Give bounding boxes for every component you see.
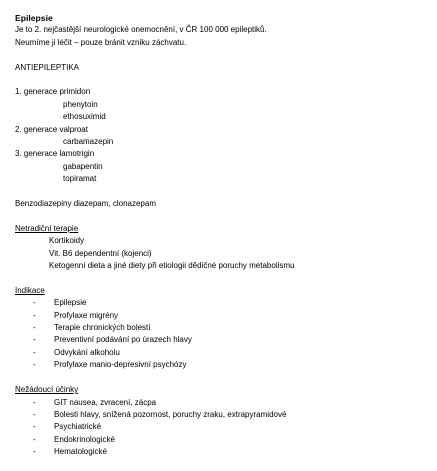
list-item-text: Endokrinologické	[54, 434, 115, 444]
generation-3-label: 3. generace lamotrigin	[15, 149, 95, 159]
doc-title: Epilepsie	[15, 13, 53, 23]
dash-bullet: -	[33, 347, 36, 357]
list-item-text: Psychiatrické	[54, 422, 102, 432]
list-item	[15, 334, 430, 346]
antiepileptika-heading: ANTIEPILEPTIKA	[15, 62, 80, 72]
list-item-text: Bolesti hlavy, snížená pozornost, poruchy zraku, extrapyramidové	[54, 409, 287, 419]
side-effects-heading: Nežádoucí účinky	[15, 385, 79, 395]
nontraditional-item: Ketogenní dieta a jiné diety při etiologii dědičné poruchy metabolismu	[49, 261, 295, 271]
list-item	[15, 322, 430, 334]
nontraditional-item: Vit. B6 dependentní (kojenci)	[49, 248, 152, 258]
list-item-text: Preventivní podávání po úrazech hlavy	[54, 335, 192, 345]
dash-bullet: -	[33, 434, 36, 444]
dash-bullet: -	[33, 323, 36, 333]
generation-3-drug: topiramat	[63, 174, 97, 184]
list-item-text: Terapie chronických bolestí	[54, 323, 151, 333]
list-item	[15, 421, 430, 433]
spacer	[15, 186, 430, 198]
benzodiazepines-line: Benzodiazepiny diazepam, clonazepam	[15, 199, 156, 209]
generation-1-label: 1. generace primidon	[15, 87, 91, 97]
list-item	[15, 397, 430, 409]
dash-bullet: -	[33, 335, 36, 345]
generation-1-drug: phenytoin	[63, 99, 98, 109]
document-page	[15, 12, 430, 459]
generation-2-label: 2. generace valproat	[15, 124, 88, 134]
list-item	[15, 347, 430, 359]
nontraditional-item: Kortikoidy	[49, 236, 85, 246]
spacer	[15, 210, 430, 222]
generation-3-drug: gabapentin	[63, 161, 103, 171]
dash-bullet: -	[33, 447, 36, 457]
spacer	[15, 49, 430, 61]
spacer	[15, 372, 430, 384]
dash-bullet: -	[33, 310, 36, 320]
dash-bullet: -	[33, 409, 36, 419]
list-item	[15, 310, 430, 322]
dash-bullet: -	[33, 360, 36, 370]
list-item	[15, 446, 430, 458]
list-item-text: GIT nausea, zvracení, zácpa	[54, 397, 157, 407]
spacer	[15, 272, 430, 284]
dash-bullet: -	[33, 422, 36, 432]
intro-line-1: Je to 2. nejčastější neurologické onemocnění, v ČR 100 000 epileptiků.	[15, 25, 267, 35]
list-item-text: Odvykání alkoholu	[54, 347, 120, 357]
list-item	[15, 297, 430, 309]
list-item	[15, 434, 430, 446]
list-item-text: Epilepsie	[54, 298, 87, 308]
spacer	[15, 74, 430, 86]
list-item	[15, 409, 430, 421]
indications-heading: Indikace	[15, 285, 45, 295]
intro-line-2: Neumíme ji léčit – pouze bránit vzniku záchvatu.	[15, 37, 187, 47]
dash-bullet: -	[33, 397, 36, 407]
generation-1-drug: ethosuximid	[63, 112, 106, 122]
list-item-text: Hematologické	[54, 447, 107, 457]
nontraditional-heading: Netradiční terapie	[15, 223, 79, 233]
list-item	[15, 359, 430, 371]
list-item-text: Profylaxe manio-depresivní psychózy	[54, 360, 187, 370]
list-item-text: Profylaxe migrény	[54, 310, 119, 320]
dash-bullet: -	[33, 298, 36, 308]
generation-2-drug: carbamazepin	[63, 137, 114, 147]
